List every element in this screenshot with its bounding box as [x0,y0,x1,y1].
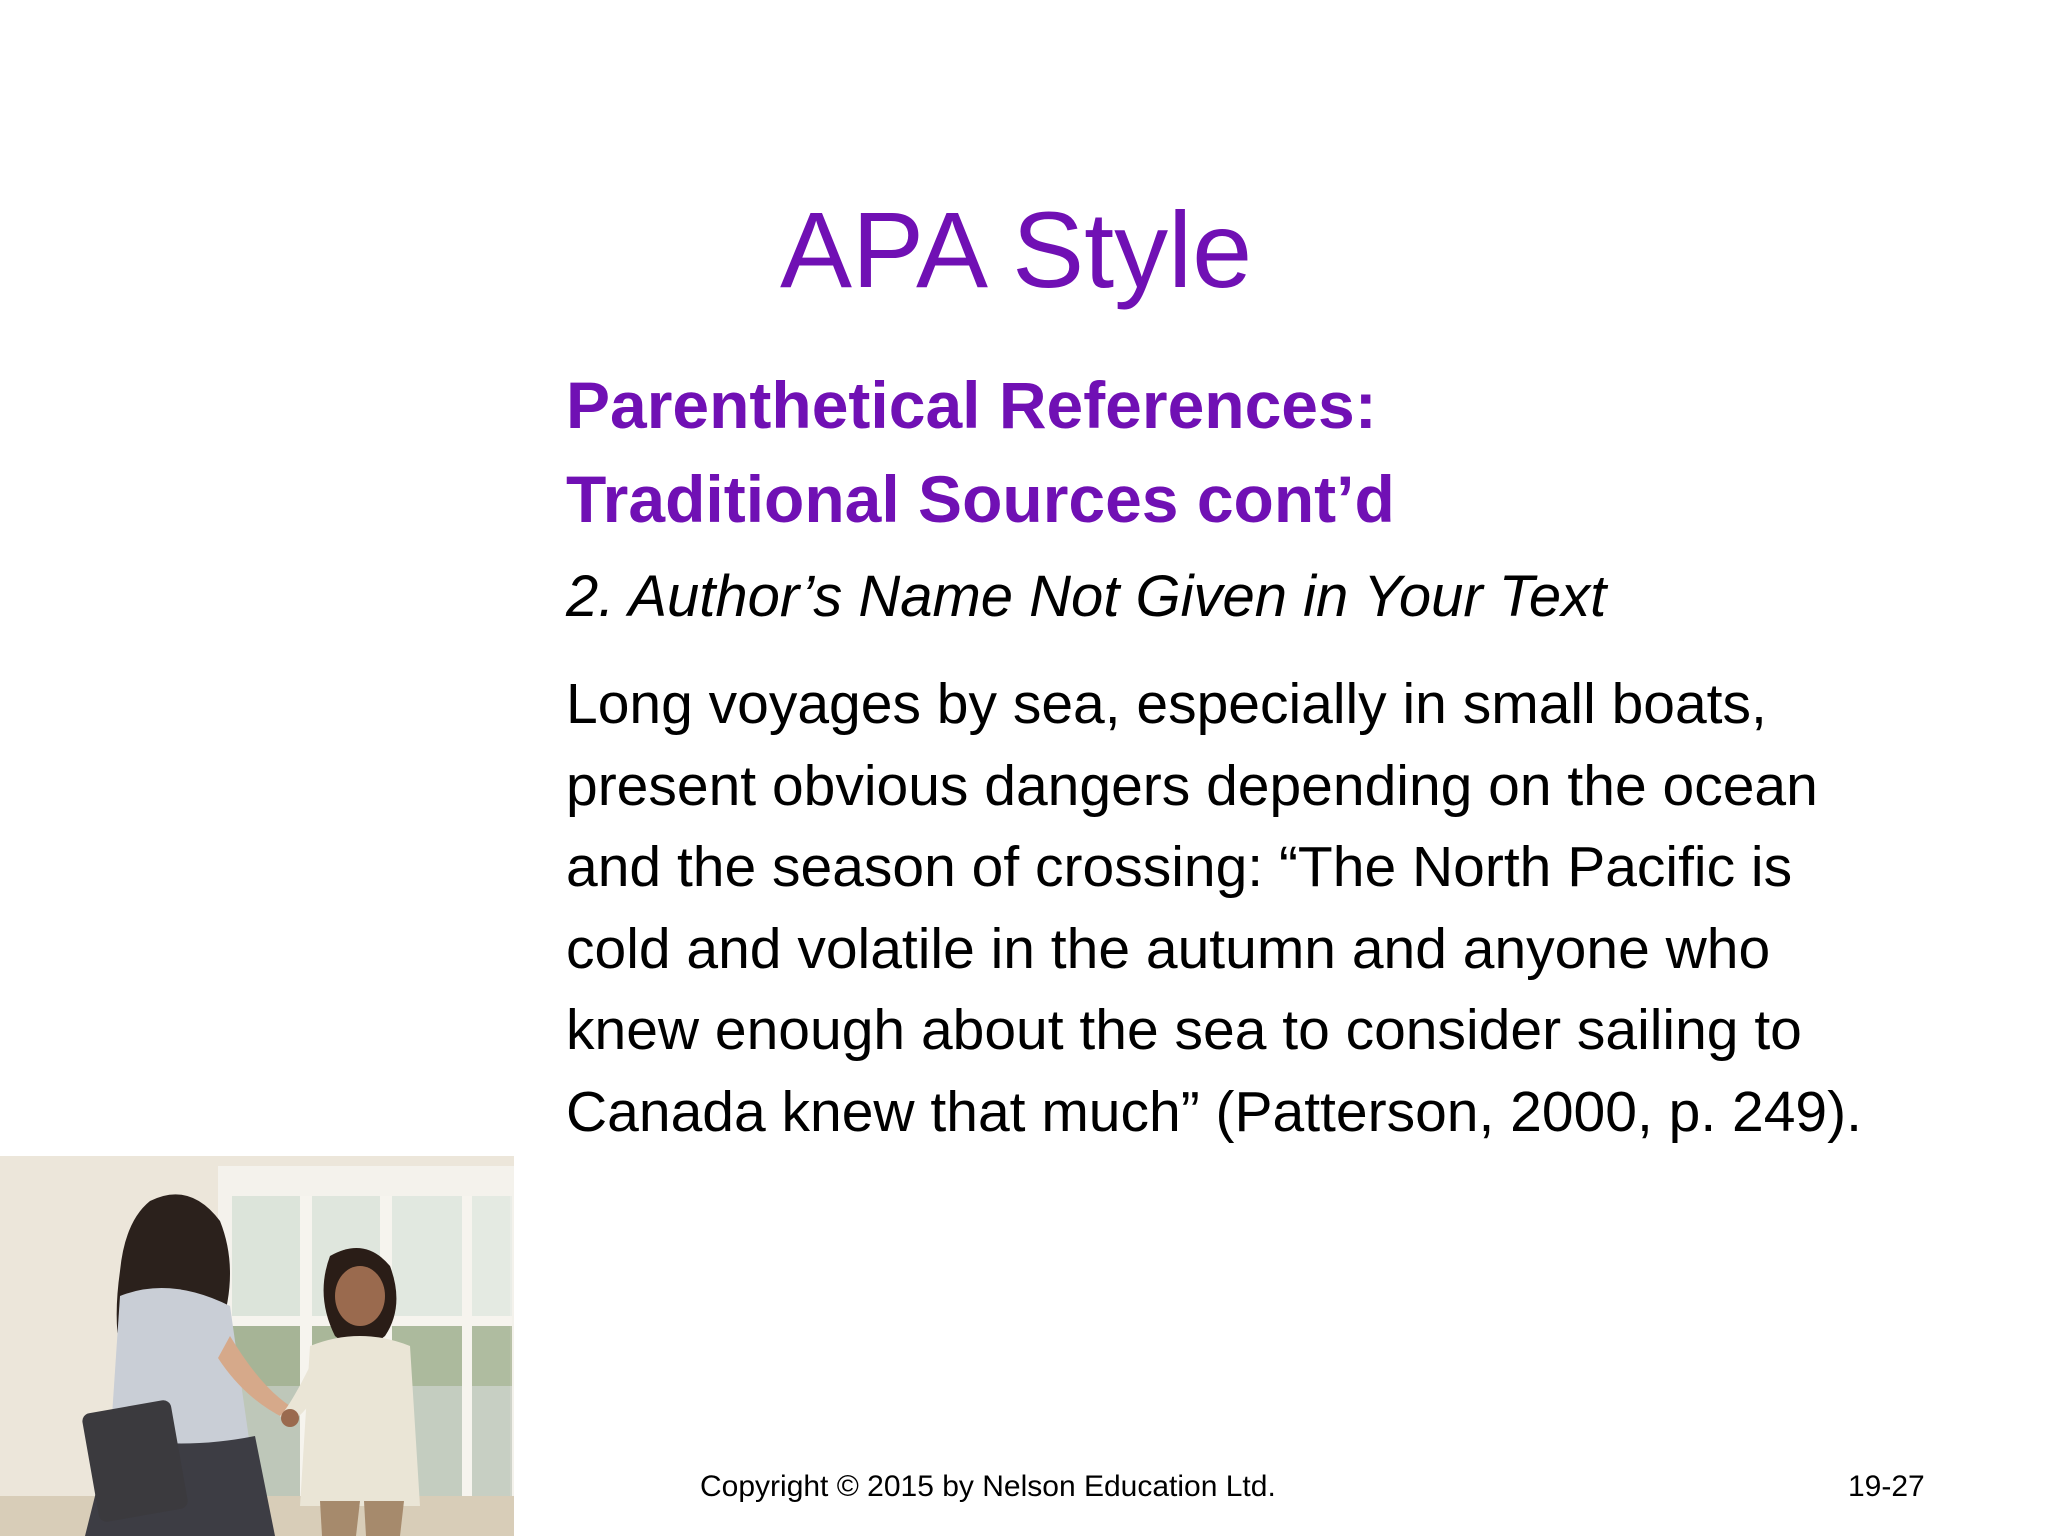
body-line: knew enough about the sea to consider sailing to [566,998,1802,1062]
subheading-line-1: Parenthetical References: [566,368,1377,442]
slide-title: APA Style [780,189,1253,310]
body-line: Long voyages by sea, especially in small boats, [566,672,1767,736]
body-line: cold and volatile in the autumn and anyone who [566,916,1771,981]
slide-number: 19-27 [1848,1470,1925,1503]
handshake-photo [0,1156,514,1536]
subheading [566,358,1395,546]
body-line: Canada knew that much” (Patterson, 2000, p. 249). [566,1079,1862,1144]
handshake-photo-illustration [0,1156,514,1536]
subheading-line-2: Traditional Sources cont’d [566,462,1395,536]
case-title: 2. Author’s Name Not Given in Your Text [566,564,1607,629]
body-line: and the season of crossing: “The North Pacific is [566,835,1793,899]
body-paragraph [566,664,1862,1153]
body-line: present obvious dangers depending on the ocean [566,753,1818,818]
copyright-notice: Copyright © 2015 by Nelson Education Ltd. [700,1470,1276,1503]
